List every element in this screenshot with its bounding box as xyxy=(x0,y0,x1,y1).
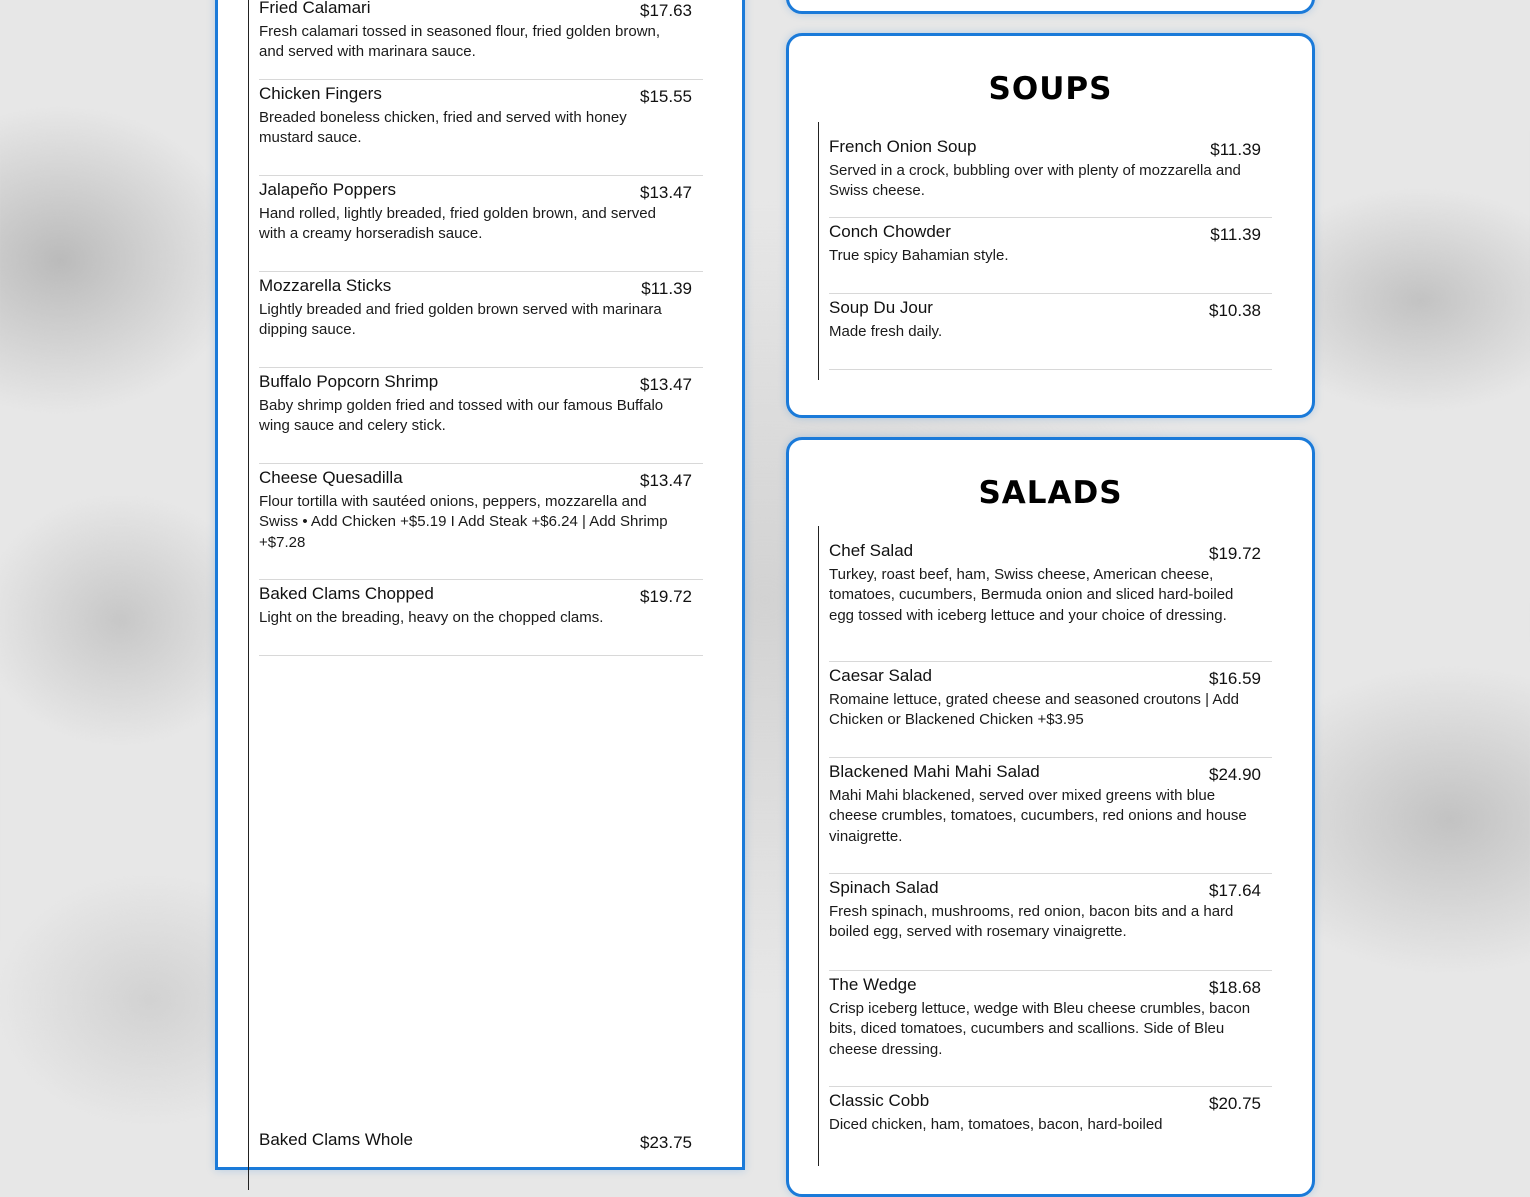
item-price: $11.39 xyxy=(641,279,692,298)
item-price: $13.47 xyxy=(640,183,692,202)
menu-item xyxy=(829,133,1272,218)
item-description: Hand rolled, lightly breaded, fried golden brown, and served with a creamy horseradish sauce. xyxy=(259,205,656,243)
item-name: French Onion Soup xyxy=(829,137,977,156)
item-price: $10.38 xyxy=(1209,301,1261,320)
menu-item xyxy=(259,464,703,580)
menu-item xyxy=(259,580,703,656)
menu-item xyxy=(259,80,703,176)
item-name: Jalapeño Poppers xyxy=(259,180,397,199)
item-price: $15.55 xyxy=(640,87,692,106)
menu-item xyxy=(259,0,703,80)
item-description: Diced chicken, ham, tomatoes, bacon, hard-boiled xyxy=(829,1116,1163,1133)
salads-rule xyxy=(818,526,819,1166)
menu-item xyxy=(829,537,1272,662)
item-name: Classic Cobb xyxy=(829,1091,930,1110)
menu-item xyxy=(259,272,703,368)
item-name: Soup Du Jour xyxy=(829,298,933,317)
section-title-soups: SOUPS xyxy=(988,71,1113,107)
item-description: True spicy Bahamian style. xyxy=(829,247,1009,264)
menu-item xyxy=(259,176,703,272)
menu-item xyxy=(829,1087,1272,1147)
item-name: Cheese Quesadilla xyxy=(259,468,403,487)
item-price: $20.75 xyxy=(1209,1094,1261,1113)
item-name: The Wedge xyxy=(829,975,917,994)
item-name: Baked Clams Chopped xyxy=(259,584,434,603)
item-name: Conch Chowder xyxy=(829,222,951,241)
item-price: $13.47 xyxy=(640,471,692,490)
soups-rule xyxy=(818,122,819,380)
menu-item xyxy=(829,294,1272,370)
menu-item xyxy=(829,662,1272,758)
item-description: Served in a crock, bubbling over with plenty of mozzarella and Swiss cheese. xyxy=(829,162,1241,200)
item-price: $19.72 xyxy=(640,587,692,606)
previous-section-card xyxy=(786,0,1315,14)
item-price: $18.68 xyxy=(1209,978,1261,997)
item-name: Buffalo Popcorn Shrimp xyxy=(259,372,439,391)
item-name: Caesar Salad xyxy=(829,666,933,685)
item-name: Chicken Fingers xyxy=(259,84,382,103)
menu-item xyxy=(829,874,1272,971)
item-name: Spinach Salad xyxy=(829,878,939,897)
menu-item xyxy=(829,758,1272,874)
soups-list xyxy=(829,133,1272,370)
item-description: Light on the breading, heavy on the chopped clams. xyxy=(259,609,604,626)
appetizers-rule xyxy=(248,0,249,1190)
item-name: Mozzarella Sticks xyxy=(259,276,392,295)
item-description: Mahi Mahi blackened, served over mixed greens with blue cheese crumbles, tomatoes, cucumbers, red onions and house vinaigrette. xyxy=(829,787,1247,845)
item-description: Breaded boneless chicken, fried and served with honey mustard sauce. xyxy=(259,109,627,147)
item-description: Fresh calamari tossed in seasoned flour, fried golden brown, and served with marinara sauce. xyxy=(259,23,661,61)
menu-item xyxy=(259,368,703,464)
item-description: Lightly breaded and fried golden brown served with marinara dipping sauce. xyxy=(259,301,662,339)
item-description: Crisp iceberg lettuce, wedge with Bleu cheese crumbles, bacon bits, diced tomatoes, cucumbers and scallions. Side of Bleu cheese dressing. xyxy=(829,1000,1251,1058)
item-price: $13.47 xyxy=(640,375,692,394)
menu-item xyxy=(259,1126,703,1150)
item-description: Romaine lettuce, grated cheese and seasoned croutons | Add Chicken or Blackened Chicken +$3.95 xyxy=(829,691,1240,729)
item-name: Fried Calamari xyxy=(259,0,371,17)
item-name: Baked Clams Whole xyxy=(259,1130,414,1149)
item-description: Turkey, roast beef, ham, Swiss cheese, American cheese, tomatoes, cucumbers, Bermuda onion and sliced hard-boiled egg tossed with iceberg lettuce and your choice of dressing. xyxy=(829,566,1234,624)
salads-list xyxy=(829,537,1272,1147)
item-price: $11.39 xyxy=(1210,140,1261,159)
menu-item xyxy=(829,218,1272,294)
item-price: $24.90 xyxy=(1209,765,1261,784)
appetizers-list xyxy=(259,0,703,656)
item-price: $16.59 xyxy=(1209,669,1261,688)
item-description: Flour tortilla with sautéed onions, peppers, mozzarella and Swiss • Add Chicken +$5.19 I Add Steak +$6.24 | Add Shrimp +$7.28 xyxy=(259,493,668,551)
item-price: $23.75 xyxy=(640,1133,692,1152)
item-description: Fresh spinach, mushrooms, red onion, bacon bits and a hard boiled egg, served with rosemary vinaigrette. xyxy=(829,903,1234,941)
item-name: Blackened Mahi Mahi Salad xyxy=(829,762,1040,781)
item-price: $11.39 xyxy=(1210,225,1261,244)
item-price: $17.63 xyxy=(640,1,692,20)
item-description: Baby shrimp golden fried and tossed with our famous Buffalo wing sauce and celery stick. xyxy=(259,397,664,435)
menu-item xyxy=(829,971,1272,1087)
item-price: $19.72 xyxy=(1209,544,1261,563)
item-name: Chef Salad xyxy=(829,541,914,560)
item-description: Made fresh daily. xyxy=(829,323,943,340)
item-price: $17.64 xyxy=(1209,881,1261,900)
section-title-salads: SALADS xyxy=(978,475,1123,511)
